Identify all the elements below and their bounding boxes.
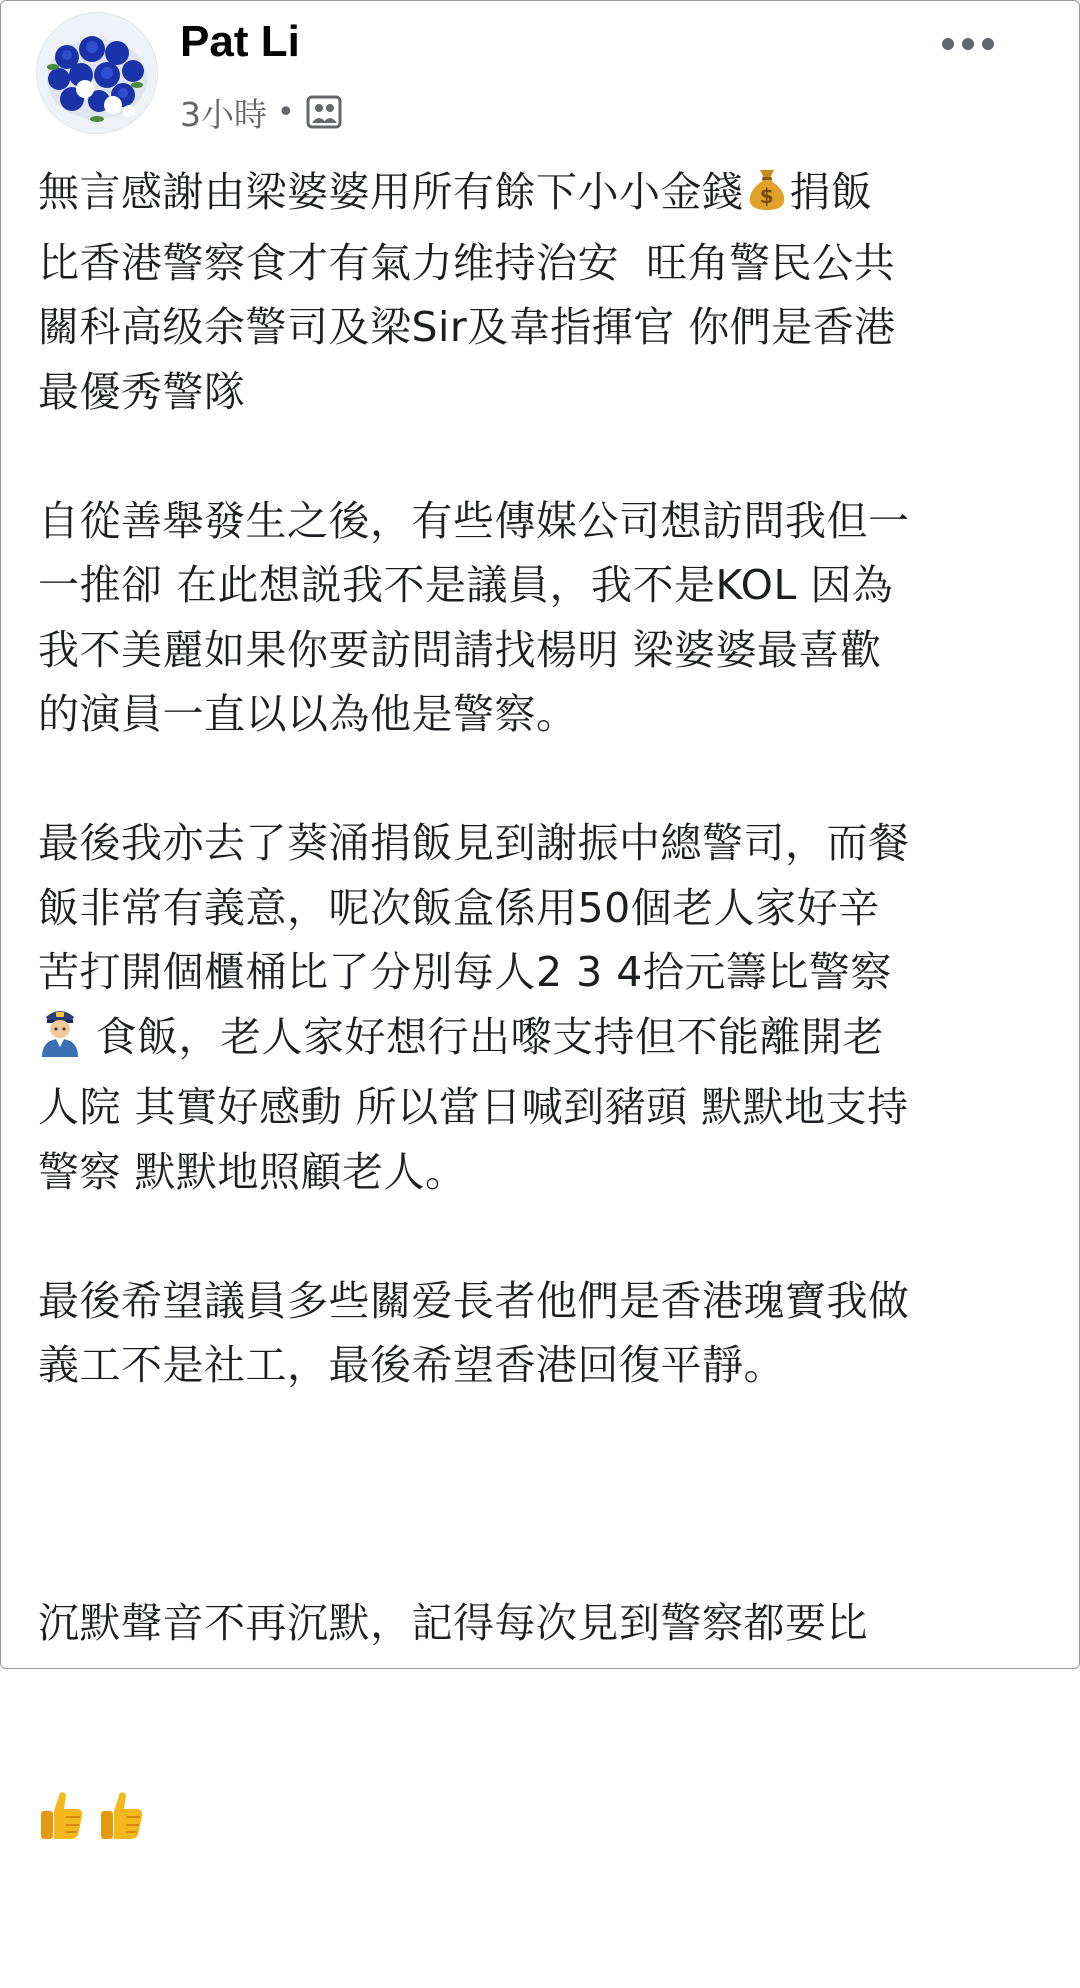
more-dot — [962, 38, 974, 50]
post-meta — [180, 90, 343, 134]
paragraph-4: 最後希望議員多些關爱長者他們是香港瑰寶我做 義工不是社工，最後希望香港回復平靜。 — [38, 1276, 910, 1389]
more-dot — [982, 38, 994, 50]
paragraph-5 — [38, 1462, 1048, 1988]
paragraph-3 — [38, 811, 1048, 1204]
more-dots-icon — [942, 38, 954, 50]
police-officer-icon — [38, 1005, 82, 1076]
meta-separator: • — [277, 94, 295, 130]
author-name[interactable]: Pat Li — [180, 17, 300, 66]
thumbs-up-row — [38, 1789, 1048, 1860]
paragraph-2: 自從善舉發生之後，有些傳媒公司想訪問我但一 一推卻 在此想説我不是議員，我不是KOL 因為 我不美麗如果你要訪問請找楊明 梁婆婆最喜歡 的演員一直以以為他是警察。 — [38, 496, 910, 738]
post-text — [38, 160, 1048, 1988]
post-header — [36, 12, 1046, 142]
paragraph-1 — [38, 160, 1048, 424]
avatar[interactable] — [36, 12, 158, 134]
money-bag-icon — [744, 164, 790, 231]
svg-text:$: $ — [759, 184, 774, 208]
thumbs-up-icon — [98, 1789, 144, 1860]
paragraph-1-text-a: 無言感謝由梁婆婆用所有餘下小小金錢 — [38, 168, 744, 216]
thumbs-up-icon — [38, 1789, 84, 1860]
post-time[interactable]: 3小時 — [180, 94, 267, 134]
paragraph-3-text-a: 最後我亦去了葵涌捐飯見到謝振中總警司，而餐 飯非常有義意，呢次飯盒係用50個老人家好辛 苦打開個櫃桶比了分別每人2 3 4拾元籌比警察 — [38, 819, 910, 996]
more-options-button[interactable] — [932, 22, 1004, 66]
paragraph-3-text-b: 食飯，老人家好想行出嚟支持但不能離開老 人院 其實好感動 所以當日喊到豬頭 默默地支持 警察 默默地照顧老人。 — [38, 1012, 909, 1196]
paragraph-1-text-b: 捐飯 比香港警察食才有氣力维持治安 旺角警民公共 關科高级余警司及梁Sir及韋指揮官 你們是香港 最優秀警隊 — [38, 168, 896, 416]
paragraph-5-text: 沉默聲音不再沉默，記得每次見到警察都要比 — [38, 1599, 868, 1647]
friends-icon[interactable] — [305, 93, 343, 131]
avatar-bouquet-image — [37, 13, 157, 133]
